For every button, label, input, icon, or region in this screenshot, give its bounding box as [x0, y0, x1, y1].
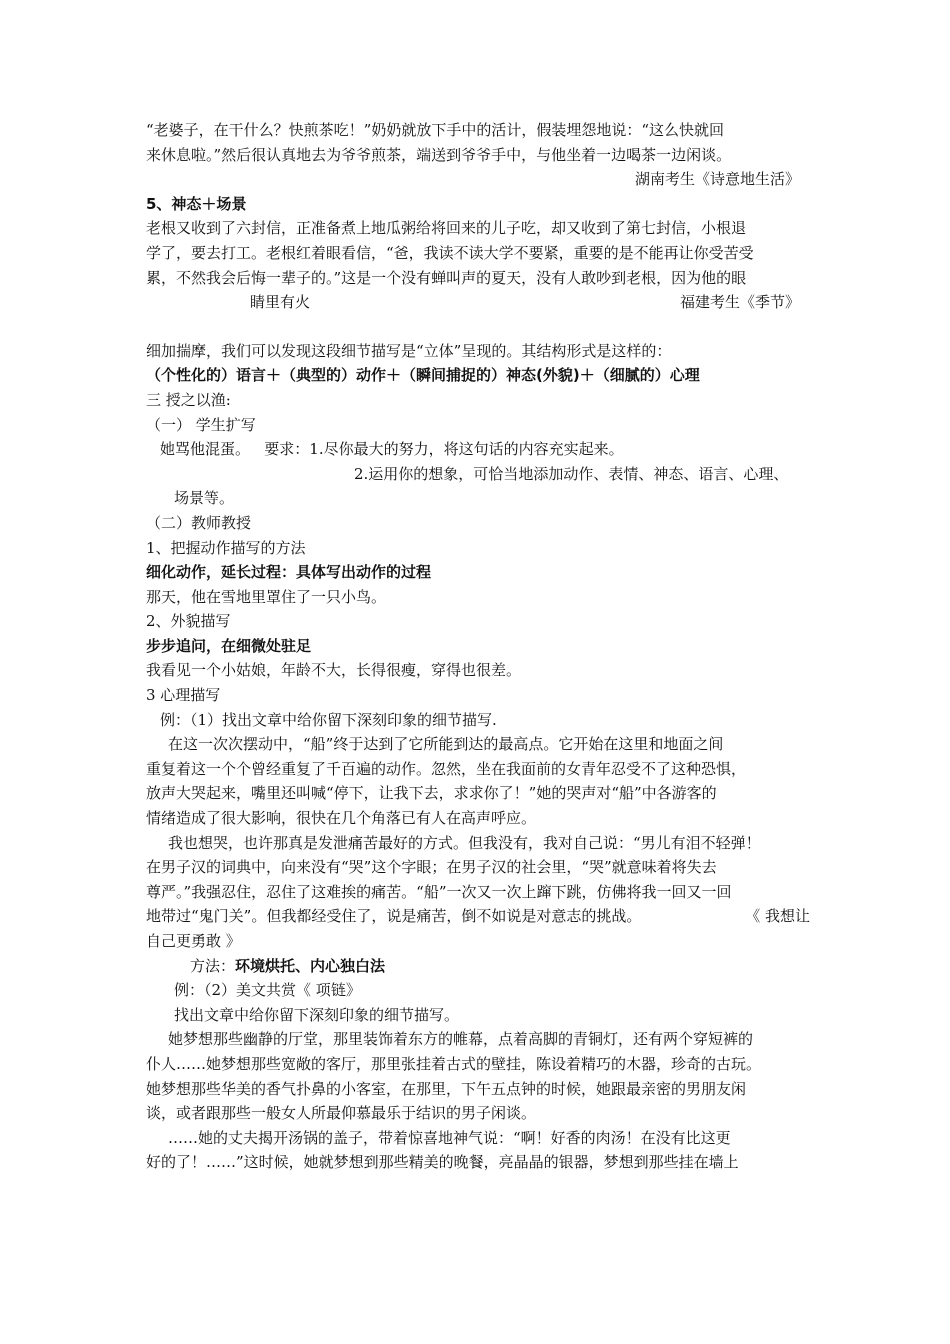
- source-citation: 自己更勇敢 》: [146, 932, 241, 950]
- method-heading: 1、把握动作描写的方法: [146, 538, 306, 557]
- exercise-line: 2.运用你的想象，可恰当地添加动作、表情、神态、语言、心理、: [354, 464, 789, 483]
- paragraph-line: 细加揣摩，我们可以发现这段细节描写是“立体”呈现的。其结构形式是这样的：: [146, 341, 672, 360]
- paragraph-line: [146, 904, 810, 929]
- example-instruction: 例：（1）找出文章中给你留下深刻印象的细节描写.: [160, 710, 497, 729]
- example-instruction: 例：（2）美文共赏《 项链》: [174, 981, 361, 1000]
- paragraph-line: 放声大哭起来，嘴里还叫喊“停下，让我下去，求求你了！”她的哭声对“船”中各游客的: [146, 784, 717, 803]
- document-page: [146, 118, 810, 1175]
- paragraph-line: 我也想哭，也许那真是发泄痛苦最好的方式。但我没有，我对自己说：“男儿有泪不轻弹！: [168, 833, 761, 852]
- method-key-point: 步步追问，在细微处驻足: [146, 636, 312, 655]
- paragraph-line: 仆人……她梦想那些宽敞的客厅，那里张挂着古式的壁挂，陈设着精巧的木器，珍奇的古玩。: [146, 1054, 762, 1073]
- paragraph-line: 学了，要去打工。老根红着眼看信，“爸，我读不读大学不要紧，重要的是不能再让你受苦受: [146, 243, 754, 262]
- paragraph-line: ……她的丈夫揭开汤锅的盖子，带着惊喜地神气说：“啊！好香的肉汤！在没有比这更: [168, 1128, 731, 1147]
- source-citation: 福建考生《季节》: [679, 293, 800, 312]
- section-heading: 三 授之以渔:: [146, 390, 231, 409]
- paragraph-line: 她梦想那些华美的香气扑鼻的小客室，在那里，下午五点钟的时候，她跟最亲密的男朋友闲: [146, 1079, 747, 1098]
- section-heading: 5、神态＋场景: [146, 194, 247, 213]
- subsection-heading: （一） 学生扩写: [146, 415, 256, 434]
- paragraph-line: “老婆子，在干什么？快煎茶吃！”奶奶就放下手中的活计，假装埋怨地说：“这么快就回: [146, 121, 725, 139]
- paragraph-line: 在这一次次摆动中，“船”终于达到了它所能到达的最高点。它开始在这里和地面之间: [168, 735, 724, 754]
- paragraph-line: 累，不然我会后悔一辈子的。”这是一个没有蝉叫声的夏天，没有人敢吵到老根，因为他的眼: [146, 268, 747, 287]
- blank-line: [146, 315, 810, 339]
- structure-formula: （个性化的）语言＋（典型的）动作＋（瞬间捕捉的）神态(外貌)＋（细腻的）心理: [146, 366, 700, 385]
- method-line: [146, 954, 810, 979]
- paragraph-line: 重复着这一个个曾经重复了千百遍的动作。忽然，坐在我面前的女青年忍受不了这种恐惧，: [146, 759, 747, 778]
- subsection-heading: （二）教师教授: [146, 513, 252, 532]
- exercise-line: 场景等。: [174, 489, 235, 508]
- exercise-line: 她骂他混蛋。 要求：1.尽你最大的努力，将这句话的内容充实起来。: [160, 440, 624, 459]
- source-citation: 湖南考生《诗意地生活》: [634, 170, 800, 189]
- paragraph-line: 好的了！……”这时候，她就梦想到那些精美的晚餐，亮晶晶的银器，梦想到那些挂在墙上: [146, 1153, 739, 1172]
- example-sentence: 那天，他在雪地里罩住了一只小鸟。: [146, 587, 387, 606]
- method-heading: 2、外貌描写: [146, 612, 231, 631]
- paragraph-line: 来休息啦。”然后很认真地去为爷爷煎茶，端送到爷爷手中，与他坐着一边喝茶一边闲谈。: [146, 145, 732, 164]
- source-citation: 《 我想让: [745, 907, 810, 926]
- paragraph-line: 尊严。”我强忍住，忍住了这难挨的痛苦。“船”一次又一次上蹿下跳，仿佛将我一回又一回: [146, 882, 732, 901]
- paragraph-line: [146, 290, 810, 315]
- method-key-point: 环境烘托、内心独白法: [235, 956, 386, 975]
- paragraph-line: 老根又收到了六封信，正准备煮上地瓜粥给将回来的儿子吃，却又收到了第七封信，小根退: [146, 219, 747, 238]
- paragraph-line: 情绪造成了很大影响，很快在几个角落已有人在高声呼应。: [146, 809, 537, 828]
- method-label: 方法：: [190, 956, 236, 975]
- paragraph-line: 谈，或者跟那些一般女人所最仰慕最乐于结识的男子闲谈。: [146, 1104, 537, 1123]
- example-sentence: 我看见一个小姑娘，年龄不大，长得很瘦，穿得也很差。: [146, 661, 522, 680]
- method-heading: 3 心理描写: [146, 686, 221, 705]
- example-instruction: 找出文章中给你留下深刻印象的细节描写。: [174, 1005, 460, 1024]
- paragraph-line: 在男子汉的词典中，向来没有“哭”这个字眼；在男子汉的社会里，“哭”就意味着将失去: [146, 858, 717, 877]
- paragraph-fragment: 地带过“鬼门关”。但我都经受住了，说是痛苦，倒不如说是对意志的挑战。: [146, 907, 642, 926]
- paragraph-line: 她梦想那些幽静的厅堂，那里装饰着东方的帷幕，点着高脚的青铜灯，还有两个穿短裤的: [168, 1030, 754, 1049]
- method-key-point: 细化动作，延长过程：具体写出动作的过程: [146, 563, 432, 582]
- paragraph-fragment: 睛里有火: [250, 293, 311, 312]
